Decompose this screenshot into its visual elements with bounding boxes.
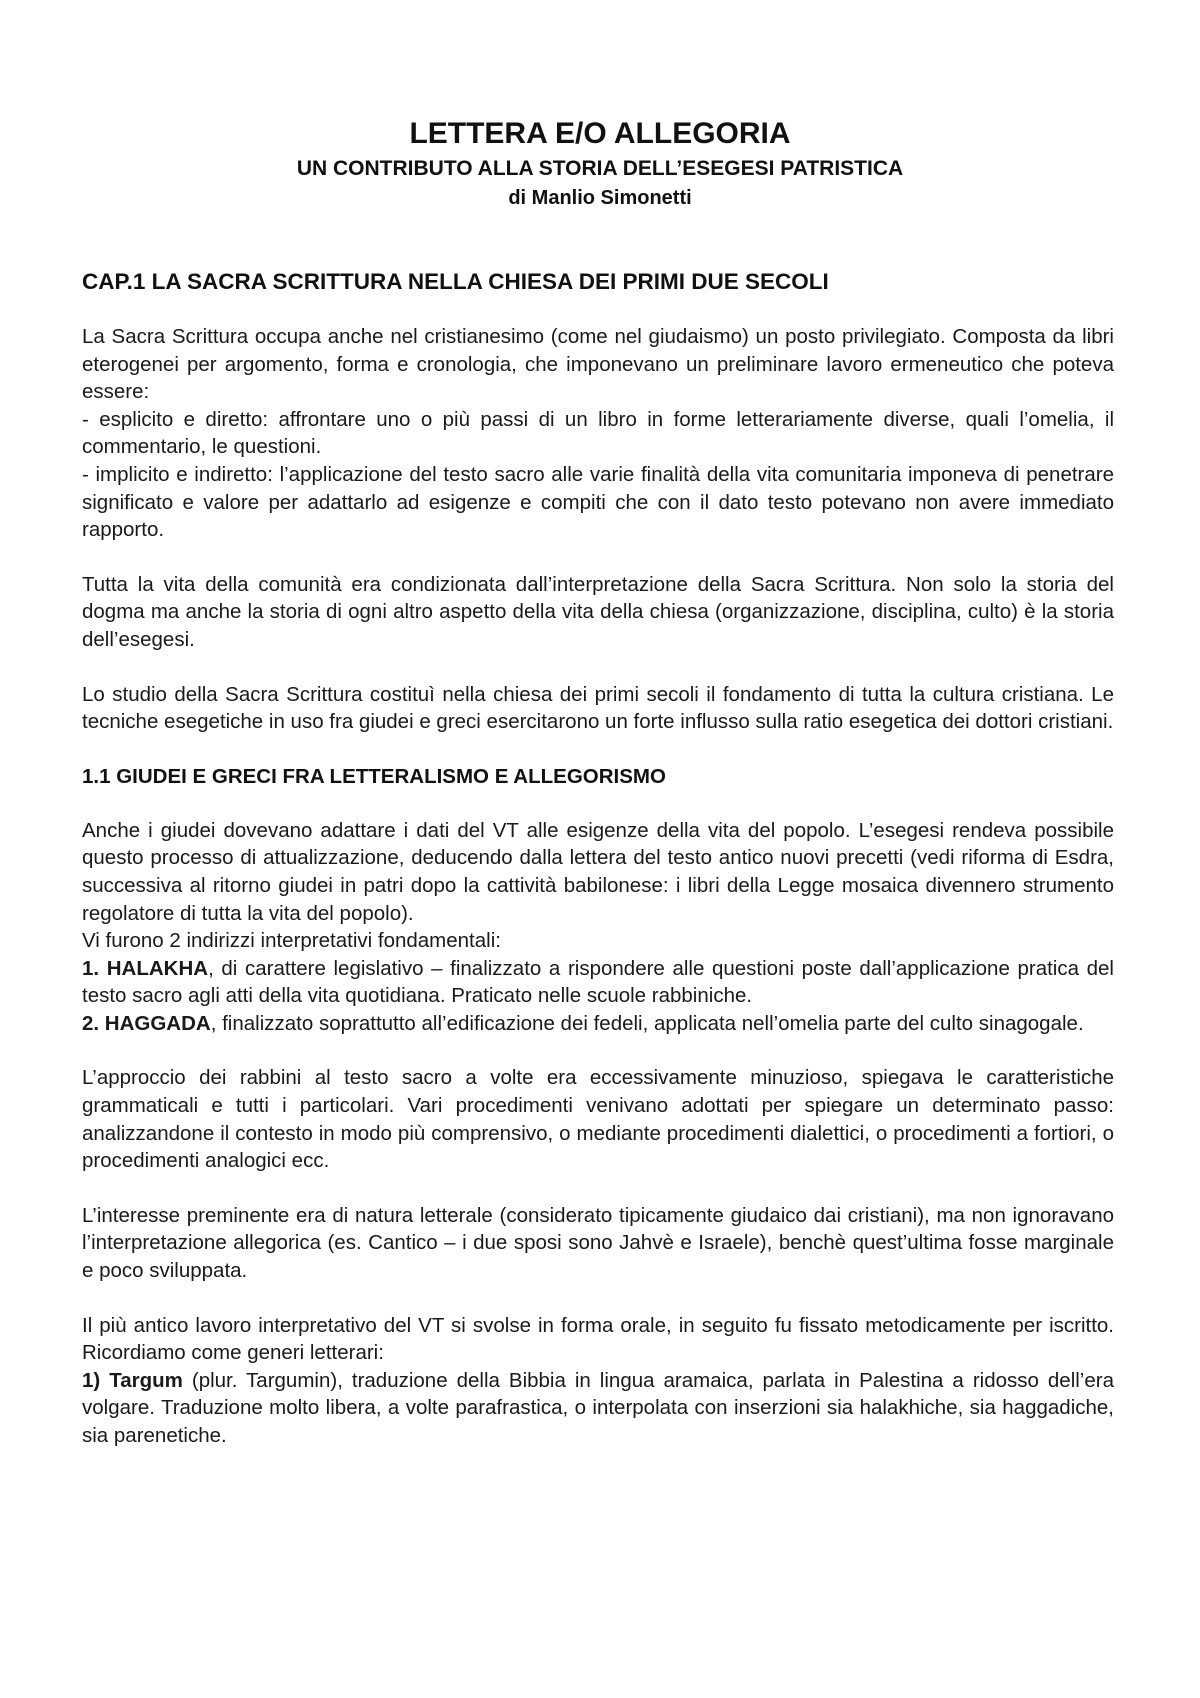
list-item-haggada [82, 1010, 1114, 1038]
list-item-text: (plur. Targumin), traduzione della Bibbia in lingua aramaica, parlata in Palestina a ridosso dell’era volgare. Traduzione molto libera, a volte parafrastica, o interpolata con inserzioni sia halakhiche, sia haggadiche, sia parenetiche. [82, 1368, 1114, 1447]
section-heading: 1.1 GIUDEI E GRECI FRA LETTERALISMO E ALLEGORISMO [82, 764, 666, 788]
list-item-label: 2. HAGGADA [82, 1011, 211, 1035]
section-paragraph-5: Il più antico lavoro interpretativo del VT si svolse in forma orale, in seguito fu fissato metodicamente per iscritto. Ricordiamo come generi letterari: [82, 1313, 1114, 1365]
document-title: LETTERA E/O ALLEGORIA [409, 117, 791, 150]
list-item-targum [82, 1367, 1114, 1450]
section-paragraph-3: L’approccio dei rabbini al testo sacro a volte era eccessivamente minuzioso, spiegava le caratteristiche grammaticali e tutti i particolari. Vari procedimenti venivano adottati per spiegare un determinato passo: analizzandone il contesto in modo più comprensivo, o mediante procedimenti dialettici, o procedimenti a fortiori, o procedimenti analogici ecc. [82, 1066, 1114, 1173]
list-item-halakha [82, 955, 1114, 1010]
intro-bullet-1: - esplicito e diretto: affrontare uno o più passi di un libro in forme letterariamente diverse, quali l’omelia, il commentario, le questioni. [82, 407, 1114, 459]
list-item-text: , di carattere legislativo – finalizzato a rispondere alle questioni poste dall’applicazione pratica del testo sacro agli atti della vita quotidiana. Praticato nelle scuole rabbiniche. [82, 956, 1114, 1008]
section-paragraph-4: L’interesse preminente era di natura letterale (considerato tipicamente giudaico dai cristiani), ma non ignoravano l’interpretazione allegorica (es. Cantico – i due sposi sono Jahvè e Israele), benchè quest’ultima fosse marginale e poco sviluppata. [82, 1203, 1114, 1283]
section-paragraph-2: Vi furono 2 indirizzi interpretativi fondamentali: [82, 929, 501, 953]
document-subtitle: UN CONTRIBUTO ALLA STORIA DELL’ESEGESI PATRISTICA [296, 157, 904, 180]
document-header [0, 114, 1200, 212]
list-item-text: , finalizzato soprattutto all’edificazione dei fedeli, applicata nell’omelia parte del culto sinagogale. [210, 1011, 1084, 1035]
list-item-label: 1) Targum [82, 1368, 183, 1392]
intro-paragraph-1: La Sacra Scrittura occupa anche nel cristianesimo (come nel giudaismo) un posto privilegiato. Composta da libri eterogenei per argomento, forma e cronologia, che imponevano un preliminare lavoro ermeneutico che poteva essere: [82, 325, 1114, 404]
intro-paragraph-3: Lo studio della Sacra Scrittura costituì nella chiesa dei primi secoli il fondamento di tutta la cultura cristiana. Le tecniche esegetiche in uso fra giudei e greci esercitarono un forte influsso sulla ratio esegetica dei dottori cristiani. [82, 682, 1114, 734]
document-author: di Manlio Simonetti [508, 187, 692, 209]
intro-bullet-2: - implicito e indiretto: l’applicazione del testo sacro alle varie finalità della vita comunitaria imponeva di penetrare significato e valore per adattarlo ad esigenze e compiti che con il dato testo potevano non avere immediato rapporto. [82, 462, 1114, 542]
document-body [82, 265, 1114, 1477]
chapter-heading: CAP.1 LA SACRA SCRITTURA NELLA CHIESA DEI PRIMI DUE SECOLI [82, 269, 829, 294]
section-paragraph-1: Anche i giudei dovevano adattare i dati del VT alle esigenze della vita del popolo. L’esegesi rendeva possibile questo processo di attualizzazione, deducendo dalla lettera del testo antico nuovi precetti (vedi riforma di Esdra, successiva al ritorno giudei in patri dopo la cattività babilonese: i libri della Legge mosaica divennero strumento regolatore di tutta la vita del popolo). [82, 818, 1114, 925]
list-item-label: 1. HALAKHA [82, 956, 209, 980]
intro-paragraph-2: Tutta la vita della comunità era condizionata dall’interpretazione della Sacra Scrittura. Non solo la storia del dogma ma anche la storia di ogni altro aspetto della vita della chiesa (organizzazione, disciplina, culto) è la storia dell’esegesi. [82, 572, 1114, 651]
